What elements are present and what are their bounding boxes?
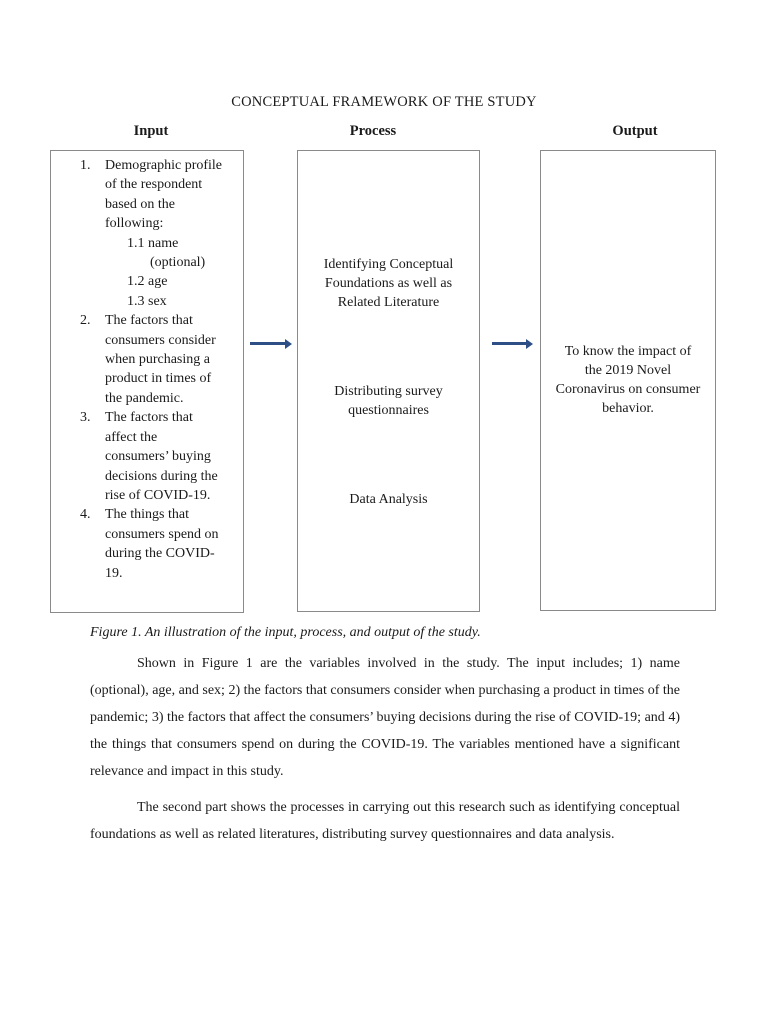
input-item-3: 3. The factors that affect the consumers’ buying decisions during the rise of COVID-19.: [80, 410, 218, 503]
body-paragraph-2: The second part shows the processes in carrying out this research such as identifying conceptual foundations as well as related literatures, distributing survey questionnaires and data analysis.: [90, 800, 680, 842]
page-title: CONCEPTUAL FRAMEWORK OF THE STUDY: [231, 94, 537, 110]
process-step-2: Distributing survey questionnaires: [334, 384, 443, 418]
input-heading: Input: [133, 123, 169, 139]
sub-item-age: 1.2 age: [127, 274, 168, 290]
output-box: [540, 150, 716, 611]
figure-caption: Figure 1. An illustration of the input, process, and output of the study.: [90, 625, 481, 640]
input-item-1: 1. Demographic profile of the respondent based on the following: 1.1 name (optional) 1.2 age 1.3 sex: [80, 156, 236, 311]
process-box: [297, 150, 480, 612]
process-step-3: Data Analysis: [349, 492, 428, 507]
sub-item-sex: 1.3 sex: [127, 293, 167, 309]
input-box: [50, 150, 244, 613]
input-item-4: 4. The things that consumers spend on during the COVID- 19.: [80, 507, 219, 581]
input-list: [80, 156, 236, 583]
arrow-right-icon: [492, 342, 529, 345]
process-step-1: Identifying Conceptual Foundations as well as Related Literature: [323, 257, 454, 310]
arrow-right-icon: [250, 342, 288, 345]
output-heading: Output: [612, 123, 658, 139]
process-heading: Process: [349, 123, 397, 139]
sub-item-name: 1.1 name: [127, 235, 179, 251]
input-item-2: 2. The factors that consumers consider when purchasing a product in times of the pandemic.: [80, 313, 216, 406]
sub-item-optional: (optional): [150, 255, 206, 271]
output-text: To know the impact of the 2019 Novel Coronavirus on consumer behavior.: [555, 344, 701, 416]
body-paragraph-1: Shown in Figure 1 are the variables involved in the study. The input includes; 1) name (optional), age, and sex; 2) the factors that consumers consider when purchasing a product in times of the pandemic; 3) the factors that affect the consumers’ buying decisions during the rise of COVID-19; and 4) the things that consumers spend on during the COVID-19. The variables mentioned have a significant relevance and impact in this study.: [90, 656, 680, 779]
